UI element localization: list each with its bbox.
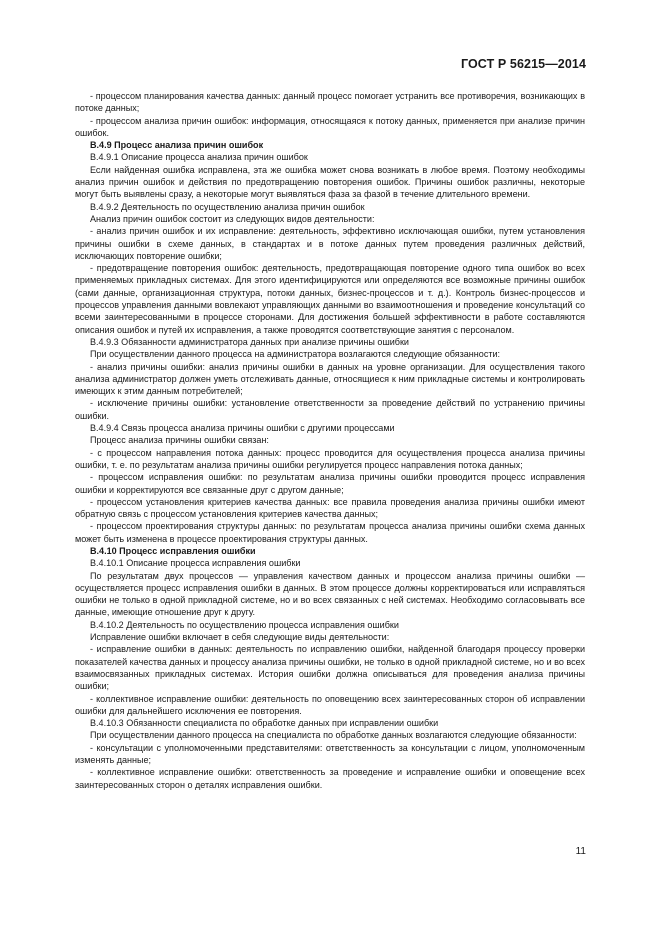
paragraph: При осуществлении данного процесса на специалиста по обработке данных возлагаются следующие обязанности:: [90, 730, 577, 741]
paragraph: В.4.9.2 Деятельность по осуществлению анализа причин ошибок: [90, 201, 365, 212]
paragraph: - коллективное исправление ошибки: деятельность по оповещению всех заинтересованных сторон об исправлении ошибки для дальнейшего исключения ее повторения.: [75, 693, 585, 716]
paragraph: - процессом проектирования структуры данных: по результатам процесса анализа причины ошибки схема данных может быть изменена в процессе проектирования структуры данных.: [75, 521, 585, 544]
paragraph: - процессом анализа причин ошибок: информация, относящаяся к потоку данных, применяется при анализе причин ошибок.: [75, 115, 585, 138]
paragraph: В.4.9.3 Обязанности администратора данных при анализе причины ошибки: [90, 336, 409, 347]
paragraph: - предотвращение повторения ошибок: деятельность, предотвращающая повторение одного типа ошибок во всех применяемых прикладных системах. Для этого идентифицируются или определяются все возможные причины ошибок (сами данные, организационная структура, потоки данных, бизнес-процессов и т. д.). Контроль бизнес-процессов и процессов управления данными вовлекают управляющих данными во взаимоотношения и проведение консультаций со всеми заинтересованными в процессе сторонами. Для достижения большей эффективности в работе составляются описания ошибок и путей их исправления, а также проводятся соответствующие занятия с персоналом.: [75, 263, 585, 335]
paragraph: Процесс анализа причины ошибки связан:: [90, 435, 269, 446]
paragraph: Анализ причин ошибок состоит из следующих видов деятельности:: [90, 213, 375, 224]
paragraph: - анализ причины ошибки: анализ причины ошибки в данных на уровне организации. Для осуществления такого анализа администратор должен уметь отслеживать данные, относящиеся к ним прикладные системы и контролировать имеющих к этим данным потребителей;: [75, 361, 585, 397]
paragraph: - консультации с уполномоченными представителями: ответственность за консультации с лицом, уполномоченным изменять данные;: [75, 742, 585, 766]
paragraph: В.4.10.1 Описание процесса исправления ошибки: [90, 558, 301, 569]
page-number: 11: [575, 846, 586, 857]
paragraph: В.4.10.2 Деятельность по осуществлению процесса исправления ошибки: [90, 619, 399, 630]
paragraph: - исправление ошибки в данных: деятельность по исправлению ошибки, найденной благодаря процессу проверки показателей качества данных и процессу анализа причины ошибки, не только в одной прикладной системе, но и во всех взаимосвязанных прикладных системах. История ошибки должна описываться для проведения анализа причины ошибки;: [75, 644, 585, 692]
paragraph: В.4.10.3 Обязанности специалиста по обработке данных при исправлении ошибки: [90, 718, 439, 729]
paragraph: В.4.9.1 Описание процесса анализа причин ошибок: [90, 152, 308, 163]
paragraph: - процессом планирования качества данных: данный процесс помогает устранить все противоречия, возникающих в потоке данных;: [75, 91, 585, 114]
paragraph: По результатам двух процессов — управления качеством данных и процессом анализа причины ошибки — осуществляется процесс исправления ошибки в данных. В этом процессе должны корректироваться или исправляться ошибки не только в одной прикладной системе, но и во всех связанных с ней системах. Необходимо согласовывать все данные, имеющие отношение друг к другу.: [75, 570, 585, 618]
paragraph: - с процессом направления потока данных: процесс проводится для осуществления процесса анализа причины ошибки, т. е. по результатам анализа причины ошибки регулируется процесс направления потока данных;: [75, 447, 585, 470]
paragraph: - исключение причины ошибки: установление ответственности за проведение действий по устранению причины ошибки.: [75, 398, 585, 421]
paragraph: - анализ причин ошибок и их исправление: деятельность, эффективно исключающая ошибки, путем установления причины ошибки в схеме данных, в стандартах и в потоке данных путем проведения различных действий, исключающих повторение ошибки;: [75, 226, 585, 261]
paragraph: - коллективное исправление ошибки: ответственность за проведение и исправление ошибки и оповещение всех заинтересованных сторон о деталях исправления ошибки.: [75, 767, 585, 790]
paragraph: В.4.9.4 Связь процесса анализа причины ошибки с другими процессами: [90, 423, 395, 434]
paragraph: - процессом установления критериев качества данных: все правила проведения анализа причины ошибки имеют обратную связь с процессом установления критериев качества данных;: [75, 496, 585, 520]
paragraph: При осуществлении данного процесса на администратора возлагаются следующие обязанности:: [90, 349, 501, 360]
paragraph: Если найденная ошибка исправлена, эта же ошибка может снова возникать в любое время. Поэтому необходимы анализ причин ошибок и действия по предотвращению повторения ошибок. Причины ошибок различны, некоторые могут быть выявлены сразу, а некоторые могут выявляться фаза за фазой в течение длительного времени.: [75, 164, 585, 200]
section-heading: В.4.10 Процесс исправления ошибки: [90, 545, 256, 556]
standard-header: ГОСТ Р 56215—2014: [460, 57, 586, 71]
paragraph: Исправление ошибки включает в себя следующие виды деятельности:: [90, 632, 390, 643]
body-text: [75, 90, 585, 791]
paragraph: - процессом исправления ошибки: по результатам анализа причины ошибки проводится процесс исправления ошибки и корректируются все связанные друг с другом данные;: [75, 472, 585, 495]
section-heading: В.4.9 Процесс анализа причин ошибок: [90, 140, 264, 151]
